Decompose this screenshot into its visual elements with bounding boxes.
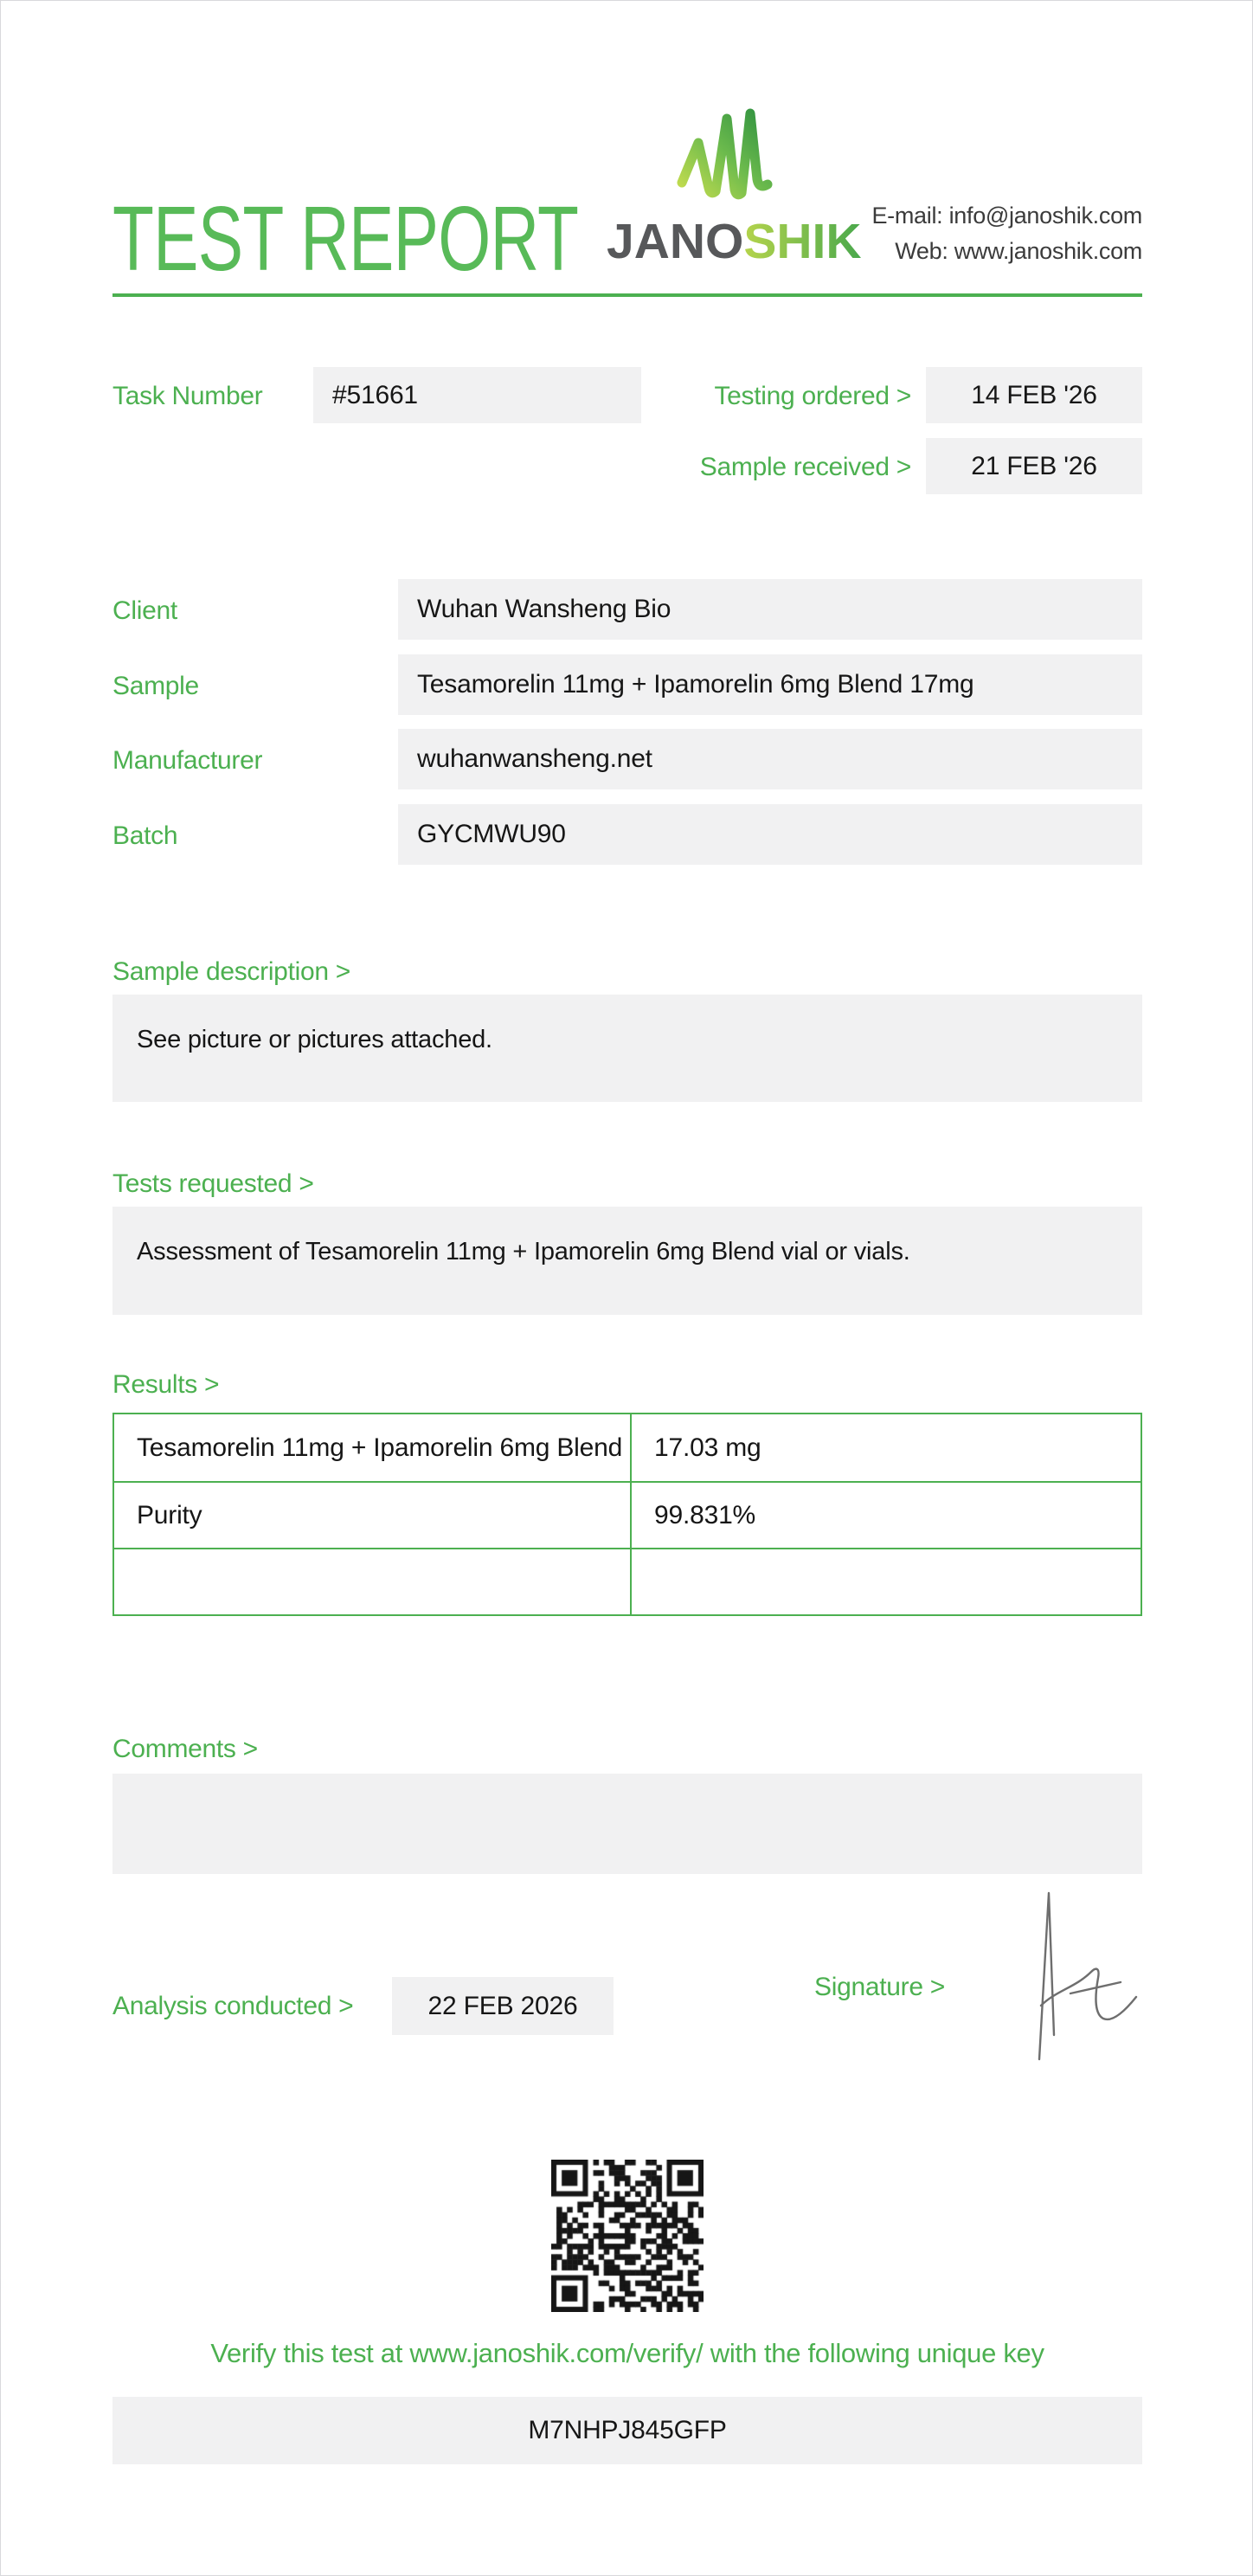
janoshik-logo-text <box>607 214 862 269</box>
sample-received-value: 21 FEB '26 <box>926 438 1142 494</box>
result-value: 17.03 mg <box>654 1433 761 1462</box>
task-number-value: #51661 <box>313 367 641 423</box>
logo-shik: SHIK <box>743 214 862 269</box>
result-value <box>632 1549 1141 1614</box>
sample-value: Tesamorelin 11mg + Ipamorelin 6mg Blend 17mg <box>398 654 1142 715</box>
manufacturer-value: wuhanwansheng.net <box>398 729 1142 789</box>
comments-box <box>112 1774 1142 1874</box>
client-label: Client <box>112 596 177 625</box>
tests-requested-label: Tests requested > <box>112 1169 314 1198</box>
manufacturer-label: Manufacturer <box>112 746 263 775</box>
client-value: Wuhan Wansheng Bio <box>398 579 1142 640</box>
janoshik-logo-mark-icon <box>675 106 782 216</box>
contact-email: E-mail: info@janoshik.com <box>871 203 1142 229</box>
sample-received-label: Sample received > <box>699 453 911 481</box>
analysis-conducted-label: Analysis conducted > <box>112 1992 354 2020</box>
sample-description-label: Sample description > <box>112 957 350 986</box>
qr-code-image <box>551 2160 704 2312</box>
sample-label: Sample <box>112 672 199 700</box>
analysis-conducted-value: 22 FEB 2026 <box>392 1977 614 2035</box>
header-divider <box>112 293 1142 297</box>
result-name <box>114 1549 632 1614</box>
verify-text: Verify this test at www.janoshik.com/verify/ with the following unique key <box>210 2338 1044 2368</box>
results-row <box>114 1481 1141 1548</box>
results-label: Results > <box>112 1370 220 1399</box>
logo-jano: JANO <box>607 214 744 269</box>
batch-value: GYCMWU90 <box>398 804 1142 865</box>
testing-ordered-label: Testing ordered > <box>714 382 911 410</box>
contact-web: Web: www.janoshik.com <box>895 238 1142 264</box>
signature-image <box>1025 1886 1147 2072</box>
task-number-label: Task Number <box>112 382 263 410</box>
page-title: TEST REPORT <box>112 188 579 290</box>
results-row <box>114 1548 1141 1614</box>
comments-label: Comments > <box>112 1735 258 1763</box>
contact-block <box>871 198 1142 269</box>
unique-key-value: M7NHPJ845GFP <box>112 2397 1142 2464</box>
report-content <box>112 1 1142 2575</box>
batch-label: Batch <box>112 821 178 850</box>
results-table <box>112 1413 1142 1616</box>
results-row <box>114 1414 1141 1481</box>
result-value: 99.831% <box>654 1500 756 1530</box>
result-name: Purity <box>114 1483 632 1548</box>
tests-requested-box: Assessment of Tesamorelin 11mg + Ipamorelin 6mg Blend vial or vials. <box>112 1207 1142 1315</box>
sample-description-box: See picture or pictures attached. <box>112 995 1142 1102</box>
testing-ordered-value: 14 FEB '26 <box>926 367 1142 423</box>
result-name: Tesamorelin 11mg + Ipamorelin 6mg Blend <box>114 1414 632 1481</box>
signature-label: Signature > <box>814 1973 945 2001</box>
